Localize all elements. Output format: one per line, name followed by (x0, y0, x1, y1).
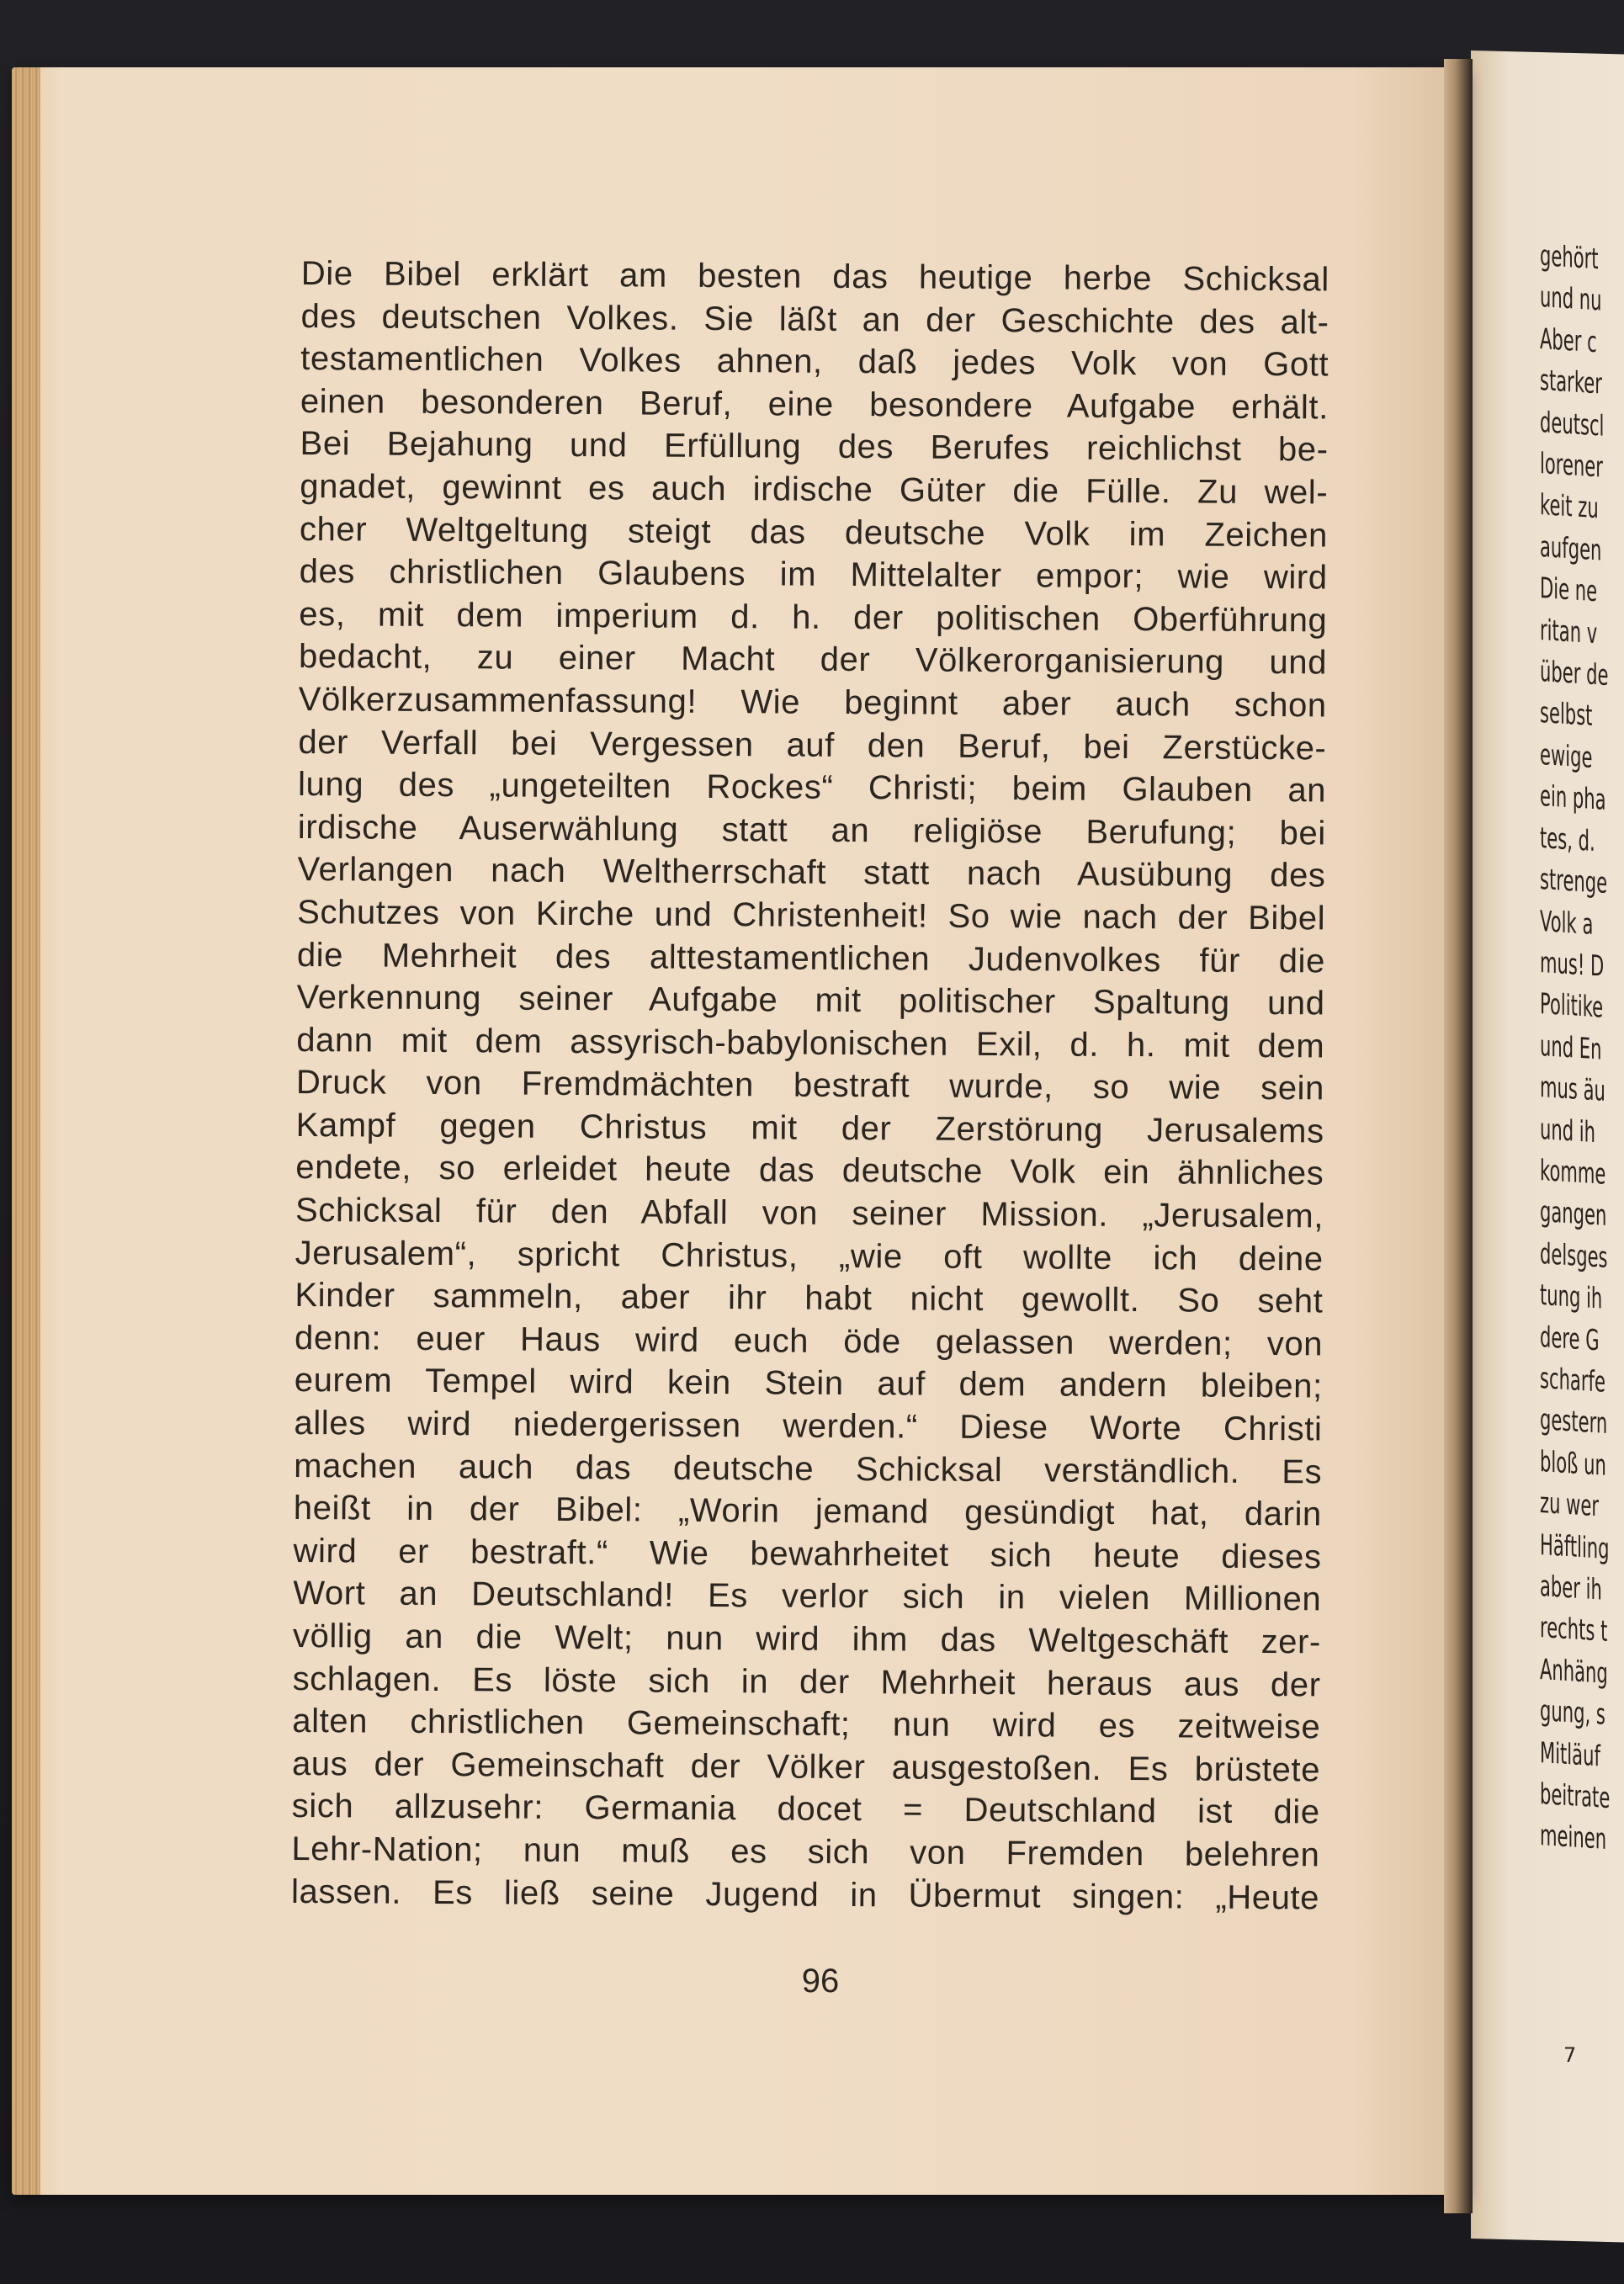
right-text-fragment: ritan v (1540, 613, 1598, 651)
right-text-fragment: meinen (1540, 1819, 1607, 1857)
text-line: Völkerzusammenfassung! Wie beginnt aber auch schon (298, 680, 1327, 725)
text-line: alles wird niedergerissen werden.“ Diese Worte Christi (294, 1405, 1323, 1448)
right-text-fragment: Politike (1540, 987, 1604, 1025)
right-text-fragment: selbst (1540, 696, 1593, 734)
text-line: der Verfall bei Vergessen auf den Beruf, bei Zerstücke- (298, 723, 1327, 767)
right-text-fragment: komme (1540, 1153, 1606, 1192)
right-text-fragment: aufgen (1540, 529, 1602, 568)
text-line: einen besonderen Beruf, eine besondere Aufgabe erhält. (300, 382, 1329, 427)
right-text-fragment: keit zu (1540, 488, 1599, 526)
right-text-fragment: dere G (1540, 1320, 1600, 1357)
right-text-fragment: rechts t (1540, 1611, 1608, 1649)
text-line: denn: euer Haus wird euch öde gelassen werden; von (294, 1319, 1324, 1363)
right-text-fragment: und En (1540, 1028, 1602, 1067)
text-line: aus der Gemeinschaft der Völker ausgestoßen. Es brüstete (291, 1745, 1321, 1789)
text-line: des deutschen Volkes. Sie läßt an der Geschichte des alt- (300, 297, 1329, 342)
right-text-fragment: über de (1540, 655, 1609, 693)
right-text-fragment: Die ne (1540, 571, 1598, 609)
text-line: Bei Bejahung und Erfüllung des Berufes reichlichst be- (300, 425, 1329, 469)
right-text-fragment: tes, d. (1540, 821, 1595, 858)
text-line: es, mit dem imperium d. h. der politischen Oberführung (299, 595, 1328, 640)
text-line: Verlangen nach Weltherrschaft statt nach Ausübung des (297, 851, 1326, 895)
text-line: völlig an die Welt; nun wird ihm das Weltgeschäft zer- (292, 1617, 1322, 1661)
text-line: lung des „ungeteilten Rockes“ Christi; beim Glauben an (298, 766, 1327, 810)
text-line: Druck von Fremdmächten bestraft wurde, so wie sein (295, 1064, 1325, 1107)
text-line: Die Bibel erklärt am besten das heutige herbe Schicksal (300, 254, 1329, 299)
text-line: gnadet, gewinnt es auch irdische Güter die Fülle. Zu wel- (300, 467, 1329, 512)
text-line: lassen. Es ließ seine Jugend in Übermut singen: „Heute (290, 1872, 1320, 1916)
right-text-fragment: Mitläuf (1540, 1735, 1600, 1774)
right-text-fragment: und ih (1540, 1112, 1596, 1150)
text-line: Schicksal für den Abfall von seiner Mission. „Jerusalem, (295, 1192, 1324, 1235)
text-line: eurem Tempel wird kein Stein auf dem andern bleiben; (294, 1362, 1323, 1405)
right-text-fragment: tung ih (1540, 1278, 1603, 1316)
text-line: Schutzes von Kirche und Christenheit! So wie nach der Bibel (297, 893, 1326, 938)
right-text-fragment: ewige (1540, 737, 1593, 775)
right-text-fragment: gangen (1540, 1195, 1607, 1234)
text-line: alten christlichen Gemeinschaft; nun wird es zeitweise (292, 1702, 1321, 1746)
text-line: Kampf gegen Christus mit der Zerstörung Jerusalems (295, 1106, 1324, 1150)
right-text-fragment: zu wer (1540, 1486, 1600, 1524)
right-text-fragment: ein pha (1540, 779, 1606, 818)
right-text-fragment: Anhäng (1540, 1652, 1608, 1691)
right-text-fragment: gung, s (1540, 1694, 1605, 1733)
page-number: 96 (801, 1963, 840, 2000)
right-text-fragment: aber ih (1540, 1570, 1602, 1607)
right-text-fragment: gehört (1540, 239, 1599, 277)
right-text-fragment: gestern (1540, 1403, 1608, 1442)
right-text-fragment: und nu (1540, 280, 1602, 318)
right-text-fragment: strenge (1540, 863, 1608, 901)
text-line: Kinder sammeln, aber ihr habt nicht gewollt. So seht (295, 1277, 1324, 1320)
text-line: testamentlichen Volkes ahnen, daß jedes Volk von Gott (300, 340, 1329, 384)
right-text-fragment: scharfe (1540, 1361, 1605, 1400)
text-line: wird er bestraft.“ Wie bewahrheitet sich heute dieses (293, 1532, 1322, 1576)
right-text-fragment: starker (1540, 364, 1602, 401)
text-line: endete, so erleidet heute das deutsche Volk ein ähnliches (295, 1149, 1324, 1192)
right-text-fragment: Aber c (1540, 321, 1597, 360)
right-page-number: 7 (1563, 2043, 1577, 2067)
text-line: des christlichen Glaubens im Mittelalter empor; wie wird (299, 553, 1328, 597)
page-edge (12, 67, 40, 2195)
text-line: heißt in der Bibel: „Worin jemand gesündigt hat, darin (293, 1490, 1322, 1533)
body-text (291, 252, 1329, 1920)
text-line: Lehr-Nation; nun muß es sich von Fremden belehren (291, 1830, 1320, 1874)
text-line: Wort an Deutschland! Es verlor sich in vielen Millionen (293, 1575, 1322, 1618)
text-line: Verkennung seiner Aufgabe mit politischer Spaltung und (296, 979, 1325, 1022)
right-text-fragment: beitrate (1540, 1777, 1611, 1816)
right-text-fragment: mus! D (1540, 945, 1605, 984)
right-text-fragment: Volk a (1540, 904, 1594, 942)
book-gutter (1444, 59, 1473, 2213)
text-line: schlagen. Es löste sich in der Mehrheit heraus aus der (292, 1660, 1321, 1704)
right-text-fragment: mus äu (1540, 1070, 1605, 1108)
right-text-fragment: bloß un (1540, 1444, 1606, 1483)
right-page-text (1540, 236, 1611, 1861)
right-text-fragment: Häftling (1540, 1527, 1610, 1566)
text-line: dann mit dem assyrisch-babylonischen Exil, d. h. mit dem (296, 1021, 1325, 1065)
right-text-fragment: delsges (1540, 1236, 1608, 1275)
text-line: machen auch das deutsche Schicksal verständlich. Es (294, 1447, 1323, 1491)
right-text-fragment: deutscl (1540, 405, 1605, 444)
text-line: die Mehrheit des alttestamentlichen Judenvolkes für die (296, 936, 1326, 980)
text-line: sich allzusehr: Germania docet = Deutschland ist die (291, 1787, 1320, 1831)
text-line: irdische Auserwählung statt an religiöse Berufung; bei (297, 808, 1326, 853)
text-line: bedacht, zu einer Macht der Völkerorganisierung und (298, 638, 1328, 682)
text-line: cher Weltgeltung steigt das deutsche Volk im Zeichen (299, 510, 1329, 555)
right-text-fragment: lorener (1540, 447, 1603, 485)
text-line: Jerusalem“, spricht Christus, „wie oft wollte ich deine (295, 1234, 1324, 1278)
